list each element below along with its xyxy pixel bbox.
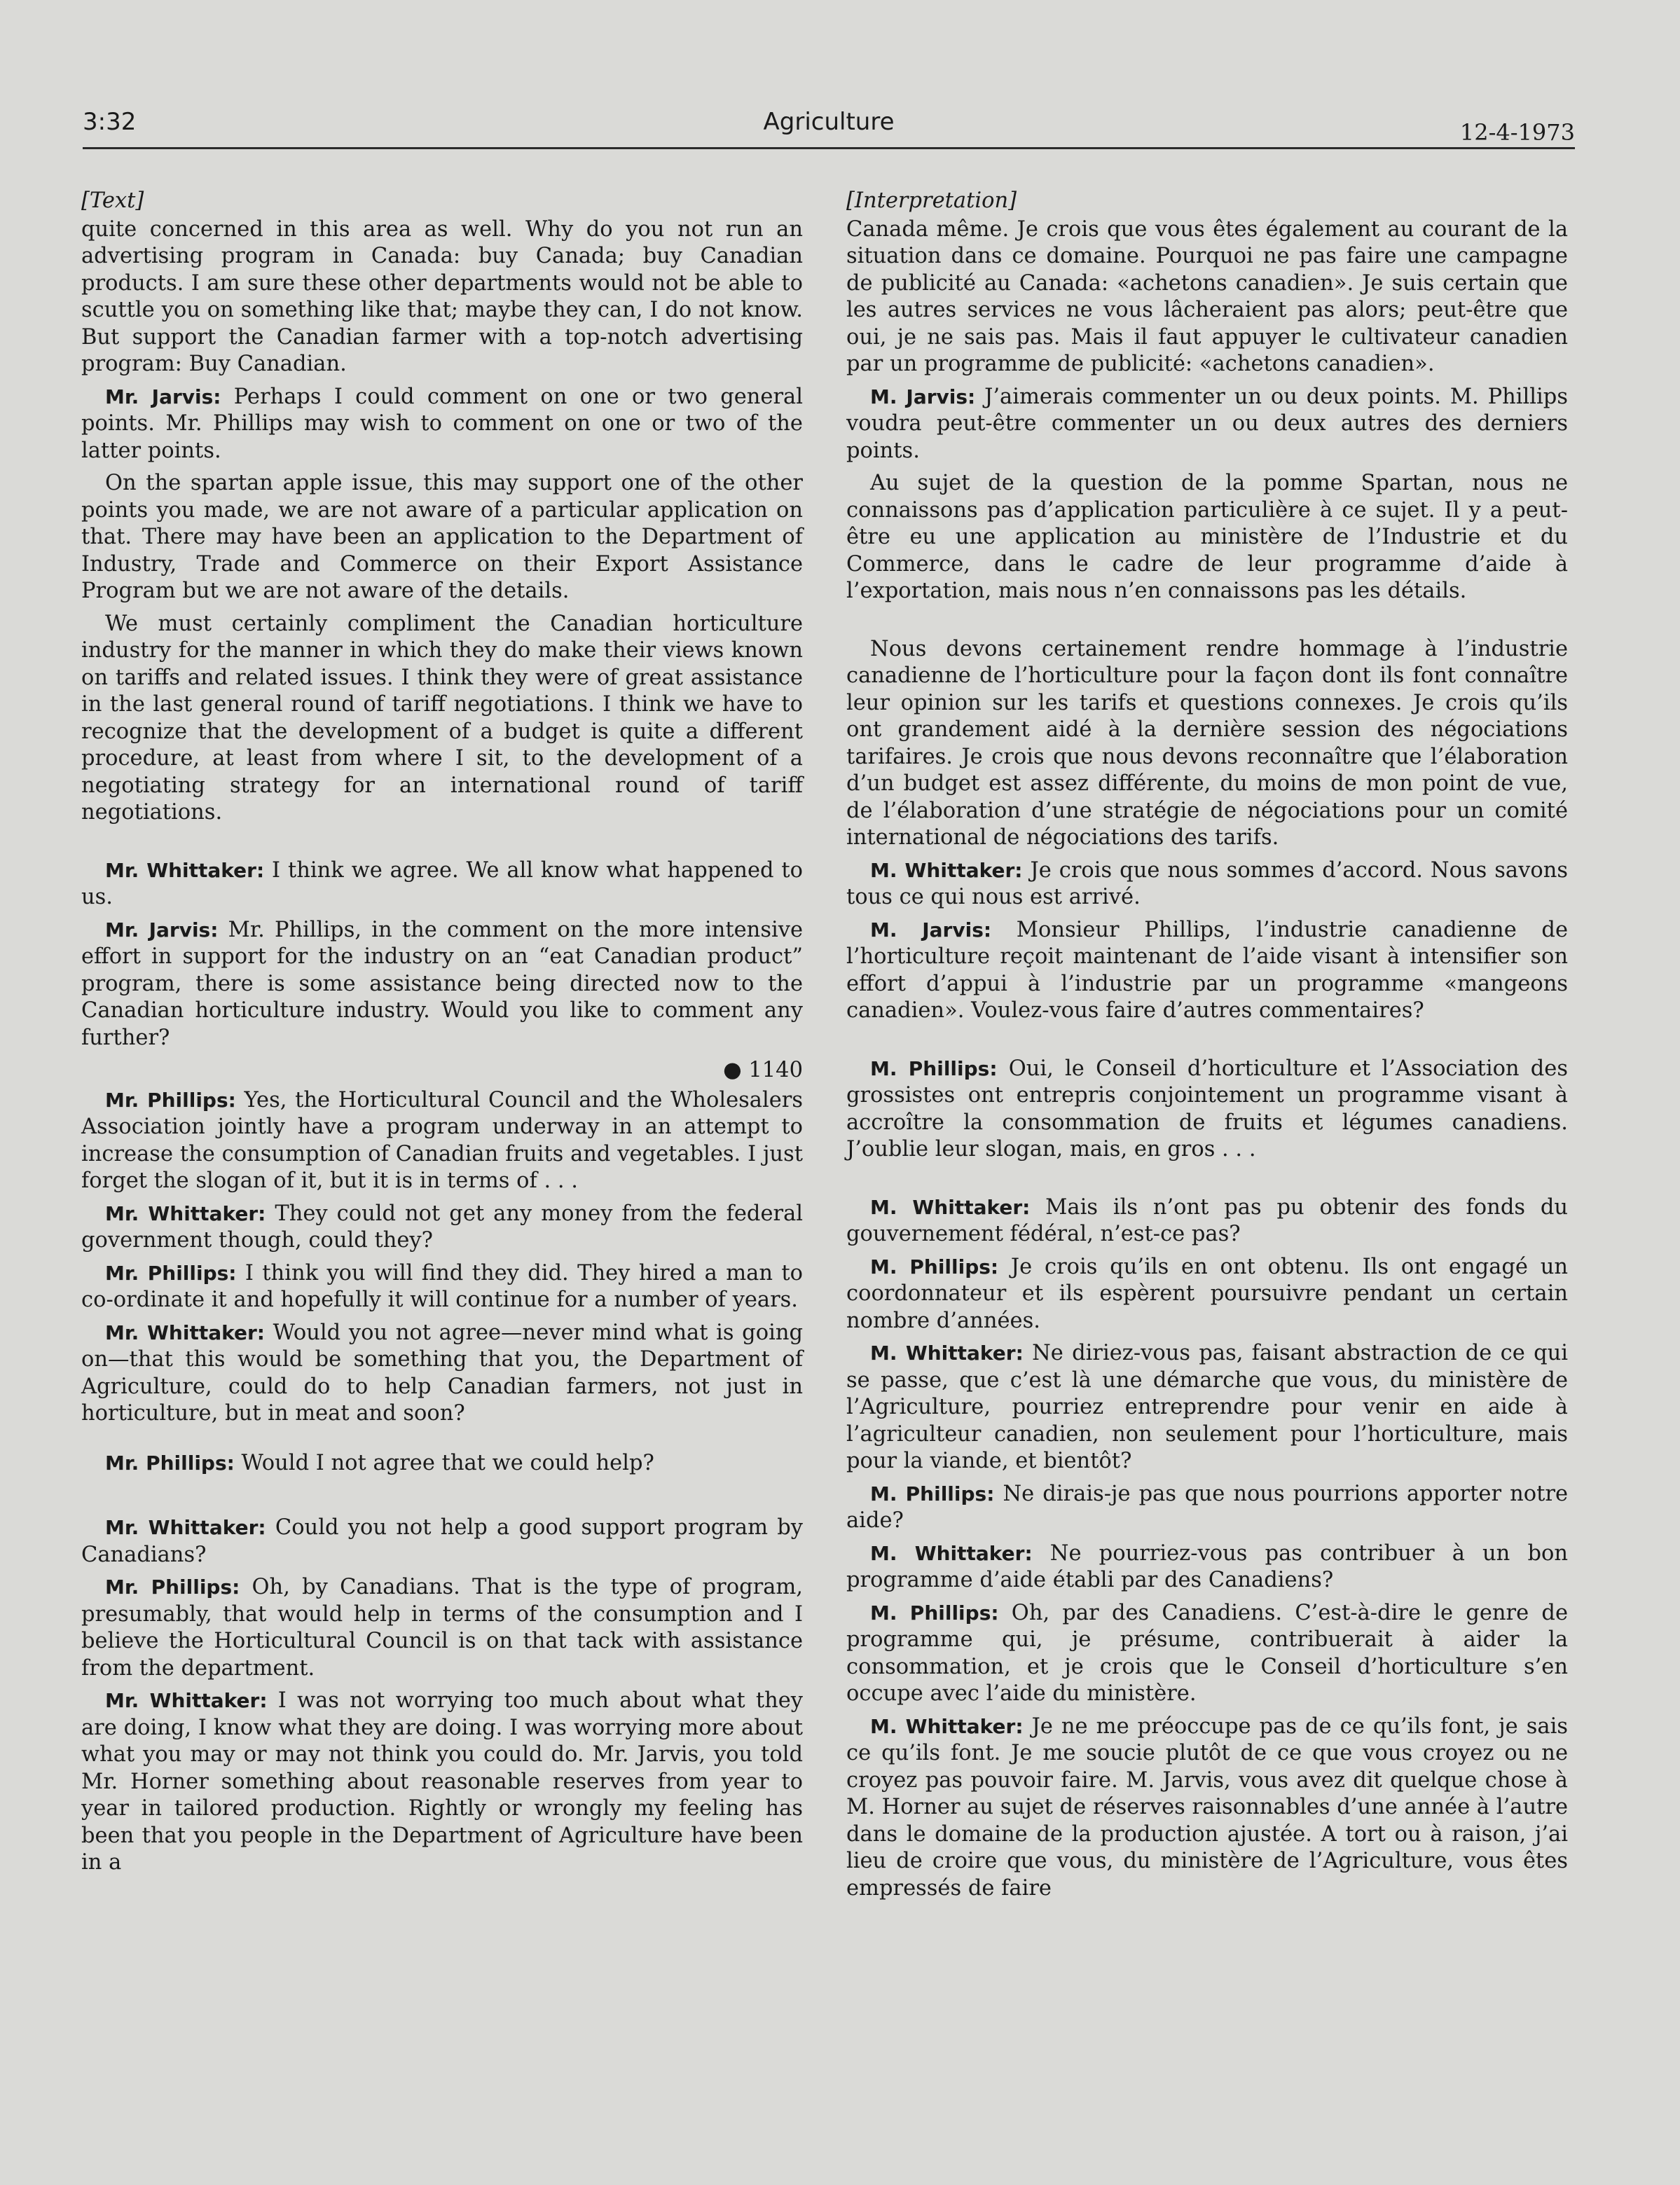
speaker-name: M. Whittaker: bbox=[870, 1342, 1024, 1365]
turn-paragraph bbox=[81, 470, 803, 605]
speaker-name: M. Whittaker: bbox=[870, 1714, 1024, 1738]
speaker-name: Mr. Phillips: bbox=[105, 1088, 236, 1112]
turn-paragraph bbox=[846, 1540, 1568, 1594]
turn-text: Oh, par des Canadiens. C’est-à-dire le genre de programme qui, je présume, contribuerait à aider la consommation, et je crois que le Conseil d’horticulture s’en occupe avec l’aide du ministère. bbox=[846, 1600, 1568, 1706]
speaker-name: Mr. Jarvis: bbox=[105, 385, 221, 408]
turn-text: On the spartan apple issue, this may support one of the other points you made, we are not aware of a particular application on that. There may have been an application to the Department of Industry, Trade and Commerce on their Export Assistance Program but we are not aware of the details. bbox=[81, 471, 803, 603]
turn-text: Monsieur Phillips, l’industrie canadienne de l’horticulture reçoit maintenant de l’aide visant à intensifier son effort d’appui à l’industrie par un programme «mangeons canadien». Voulez-vous faire d’autres commentaires? bbox=[846, 917, 1568, 1023]
speaker-name: Mr. Whittaker: bbox=[105, 1516, 266, 1539]
french-column bbox=[846, 188, 1568, 1908]
turn-text: I was not worrying too much about what they are doing, I know what they are doing. I was worrying more about what you may or may not think you could do. Mr. Jarvis, you told Mr. Horner something about reasonable reserves from year to year in tailored production. Rightly or wrongly my feeling has been that you people in the Department of Agriculture have been in a bbox=[81, 1688, 804, 1875]
turn-paragraph bbox=[846, 384, 1568, 465]
turn-text: Perhaps I could comment on one or two general points. Mr. Phillips may wish to comment on one or two of the latter points. bbox=[81, 384, 803, 463]
committee-title: Agriculture bbox=[763, 108, 895, 136]
turn-paragraph bbox=[81, 1574, 803, 1682]
speaker-name: M. Phillips: bbox=[870, 1601, 999, 1625]
section-label: [Interpretation] bbox=[846, 188, 1017, 213]
turn-paragraph bbox=[846, 1600, 1568, 1708]
turn-paragraph bbox=[81, 611, 803, 827]
speaker-name: M. Phillips: bbox=[870, 1255, 999, 1278]
turn-text: Could you not help a good support program by Canadians? bbox=[81, 1515, 804, 1567]
turn-paragraph bbox=[846, 917, 1568, 1025]
turn-text: Je crois qu’ils en ont obtenu. Ils ont engagé un coordonnateur et ils espèrent poursuivre pendant un certain nombre d’années. bbox=[846, 1254, 1568, 1333]
page-header bbox=[83, 105, 1575, 149]
page-number: 3:32 bbox=[83, 108, 137, 136]
section-label: [Text] bbox=[81, 188, 144, 213]
speaker-name: Mr. Whittaker: bbox=[105, 1689, 268, 1712]
continuation-paragraph: Canada même. Je crois que vous êtes également au courant de la situation dans ce domaine. Pourquoi ne pas faire une campagne de publicité au Canada: «achetons canadien». Je suis certain que les autres services ne vous lâcheraient pas alors; peut-être que oui, je ne sais pas. Mais il faut appuyer le cultivateur canadien par un programme de publicité: «achetons canadien». bbox=[846, 216, 1568, 376]
turn-text: Nous devons certainement rendre hommage à l’industrie canadienne de l’horticulture pour la façon dont ils font connaître leur opinion sur les tarifs et questions connexes. Je crois qu’ils ont grandement aidé à la dernière session des négociations tarifaires. Je crois que nous devons reconnaître que l’élaboration d’un budget est assez différente, du moins de mon point de vue, de l’élaboration d’une stratégie de négociations pour un comité international de négociations des tarifs. bbox=[846, 636, 1568, 850]
turn-paragraph bbox=[81, 857, 803, 911]
speaker-name: Mr. Jarvis: bbox=[105, 918, 219, 942]
turn-paragraph bbox=[846, 1056, 1568, 1164]
turn-text: Oh, by Canadians. That is the type of program, presumably, that would help in terms of the consumption and I believe the Horticultural Council is on that tack with assistance from the department. bbox=[81, 1575, 803, 1681]
turn-paragraph bbox=[846, 470, 1568, 605]
turn-paragraph bbox=[846, 1714, 1568, 1903]
turn-paragraph bbox=[846, 1340, 1568, 1475]
continuation-paragraph: quite concerned in this area as well. Why do you not run an advertising program in Canada: buy Canada; buy Canadian products. I am sure these other departments would not be able to scuttle you on something like that; maybe they can, I do not know. But support the Canadian farmer with a top-notch advertising program: Buy Canadian. bbox=[81, 216, 803, 376]
turn-text: Au sujet de la question de la pomme Spartan, nous ne connaissons pas d’application particulière à ce sujet. Il y a peut-être eu une application au ministère de l’Industrie et du Commerce, dans le cadre de leur programme d’aide à l’exportation, mais nous n’en connaissons pas les détails. bbox=[846, 471, 1568, 603]
speaker-name: Mr. Whittaker: bbox=[105, 1201, 266, 1225]
turn-text: Ne dirais-je pas que nous pourrions apporter notre aide? bbox=[846, 1481, 1568, 1533]
turn-paragraph bbox=[81, 384, 803, 465]
speaker-name: M. Whittaker: bbox=[870, 1195, 1031, 1219]
turn-text: Oui, le Conseil d’horticulture et l’Association des grossistes ont entrepris conjointement un programme visant à accroître la consommation de fruits et légumes canadiens. J’oublie leur slogan, mais, en gros . . . bbox=[846, 1056, 1569, 1162]
turn-text: J’aimerais commenter un ou deux points. M. Phillips voudra peut-être commenter un ou deux autres des derniers points. bbox=[846, 384, 1568, 463]
speaker-name: M. Phillips: bbox=[870, 1482, 995, 1505]
turn-text: Ne pourriez-vous pas contribuer à un bon programme d’aide établi par des Canadiens? bbox=[846, 1540, 1568, 1592]
turn-text: We must certainly compliment the Canadian horticulture industry for the manner in which they do make their views known on tariffs and related issues. I think they were of great assistance in the last general round of tariff negotiations. I think we have to recognize that the development of a budget is quite a different procedure, at least from where I sit, to the development of a negotiating strategy for an international round of tariff negotiations. bbox=[81, 611, 803, 825]
turn-paragraph bbox=[81, 1515, 803, 1569]
speaker-name: M. Phillips: bbox=[870, 1056, 998, 1080]
speaker-name: M. Jarvis: bbox=[870, 385, 976, 408]
turn-text: Je crois que nous sommes d’accord. Nous savons tous ce qui nous est arrivé. bbox=[846, 857, 1568, 909]
speaker-name: Mr. Whittaker: bbox=[105, 858, 265, 882]
turn-text: Yes, the Horticultural Council and the Wholesalers Association jointly have a program underway in an attempt to increase the consumption of Canadian fruits and vegetables. I just forget the slogan of it, but it is in terms of . . . bbox=[81, 1087, 803, 1193]
turn-text: Would you not agree—never mind what is going on—that this would be something that you, the Department of Agriculture, could do to help Canadian farmers, not just in horticulture, but in meat and soon? bbox=[81, 1320, 803, 1426]
speaker-name: Mr. Phillips: bbox=[105, 1261, 237, 1285]
turn-paragraph bbox=[81, 1320, 803, 1428]
turn-paragraph bbox=[846, 1194, 1568, 1248]
english-column bbox=[81, 188, 803, 1882]
speaker-name: Mr. Phillips: bbox=[105, 1451, 235, 1475]
speaker-name: Mr. Phillips: bbox=[105, 1576, 240, 1599]
turn-paragraph bbox=[81, 1201, 803, 1255]
turn-paragraph bbox=[81, 1688, 803, 1877]
turn-paragraph bbox=[81, 1260, 803, 1314]
turn-text: They could not get any money from the federal government though, could they? bbox=[81, 1201, 804, 1253]
turn-text: I think you will find they did. They hired a man to co-ordinate it and hopefully it will continue for a number of years. bbox=[81, 1260, 803, 1312]
time-marker: ● 1140 bbox=[723, 1058, 803, 1082]
speaker-name: M. Whittaker: bbox=[870, 1541, 1033, 1565]
turn-paragraph bbox=[81, 917, 803, 1052]
turn-paragraph bbox=[846, 857, 1568, 911]
turn-paragraph bbox=[846, 636, 1568, 852]
sitting-date: 12-4-1973 bbox=[1459, 119, 1575, 146]
turn-paragraph bbox=[81, 1087, 803, 1195]
speaker-name: M. Whittaker: bbox=[870, 858, 1023, 882]
turn-paragraph bbox=[81, 1450, 803, 1477]
turn-text: Mr. Phillips, in the comment on the more intensive effort in support for the industry on an “eat Canadian product” program, there is some assistance being directed now to the Canadian horticulture industry. Would you like to comment any further? bbox=[81, 917, 804, 1050]
turn-text: Je ne me préoccupe pas de ce qu’ils font, je sais ce qu’ils font. Je me soucie plutôt de ce que vous croyez ou ne croyez pas pouvoir faire. M. Jarvis, vous avez dit quelque chose à M. Horner au sujet de réserves raisonnables d’une année à l’autre dans le domaine de la production ajustée. A tort ou à raison, j’ai lieu de croire que vous, du ministère de l’Agriculture, vous êtes empressés de faire bbox=[846, 1714, 1568, 1901]
speaker-name: Mr. Whittaker: bbox=[105, 1321, 265, 1344]
turn-paragraph bbox=[846, 1254, 1568, 1335]
speaker-name: M. Jarvis: bbox=[870, 918, 992, 942]
turn-paragraph bbox=[846, 1481, 1568, 1535]
turn-text: Mais ils n’ont pas pu obtenir des fonds du gouvernement fédéral, n’est-ce pas? bbox=[846, 1194, 1568, 1246]
turn-text: Ne diriez-vous pas, faisant abstraction de ce qui se passe, que c’est là une démarche que vous, du ministère de l’Agriculture, pourriez entreprendre pour venir en aide à l’agriculteur canadien, non seulement pour l’horticulture, mais pour la viande, et bientôt? bbox=[846, 1341, 1568, 1473]
turn-text: Would I not agree that we could help? bbox=[234, 1450, 654, 1475]
turn-text: I think we agree. We all know what happened to us. bbox=[81, 857, 804, 909]
